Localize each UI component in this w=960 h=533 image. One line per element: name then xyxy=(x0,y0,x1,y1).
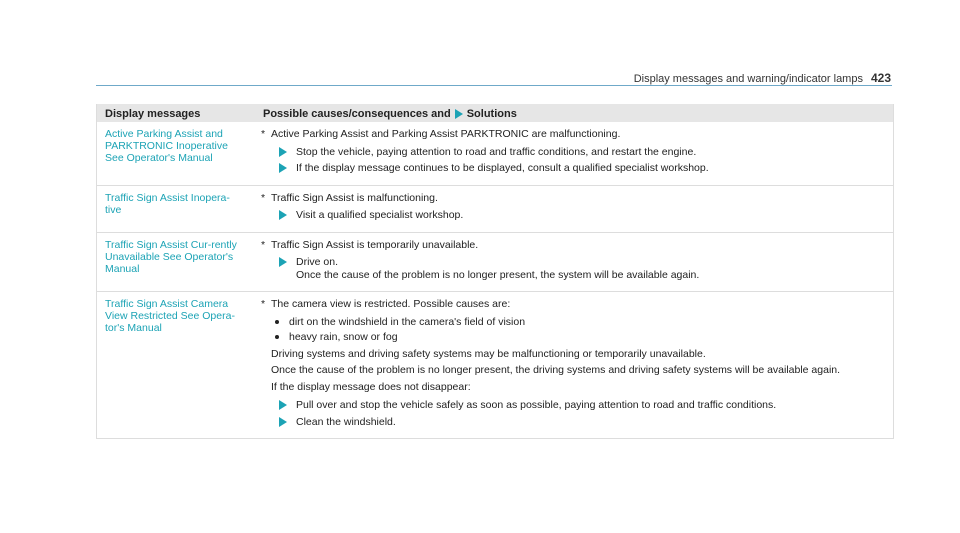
display-message: Traffic Sign Assist Camera View Restricted See Opera-tor's Manual xyxy=(105,298,235,334)
arrow-icon xyxy=(455,109,463,119)
solution-text: Clean the windshield. xyxy=(296,415,396,428)
arrow-icon xyxy=(279,163,287,173)
causes-cell: * The camera view is restricted. Possible causes are: dirt on the windshield in the camera's field of vision heavy rain, snow or fog Driving systems and driving safety systems may be malfunctioning or temporarily unavailable. Once the cause of the problem is no longer present, the driving systems and driving safety systems will be available again. If the display message does not disappear: Pull over and stop the vehicle safely as soon as possible, paying attention to road and traffic conditions. Clean the windshield. xyxy=(247,292,893,438)
table-row xyxy=(97,233,893,293)
paragraph: Driving systems and driving safety systems may be malfunctioning or temporarily unavailable. xyxy=(271,347,706,360)
display-message: Traffic Sign Assist Inopera-tive xyxy=(105,191,230,216)
header-display-messages: Display messages xyxy=(105,108,201,120)
page-number: 423 xyxy=(870,71,891,85)
cause-text: Active Parking Assist and Parking Assist PARKTRONIC are malfunctioning. xyxy=(271,128,621,140)
table-row xyxy=(97,292,893,439)
bullet-text: heavy rain, snow or fog xyxy=(289,331,398,343)
causes-cell: * Traffic Sign Assist is malfunctioning. Visit a qualified specialist workshop. xyxy=(261,191,464,221)
display-message: Active Parking Assist and PARKTRONIC Inoperative See Operator's Manual xyxy=(105,128,228,164)
header-rule xyxy=(96,85,892,86)
arrow-icon xyxy=(279,400,287,410)
cause-text: Traffic Sign Assist is malfunctioning. xyxy=(271,191,438,204)
cause-text: Traffic Sign Assist is temporarily unavailable. xyxy=(271,238,479,251)
page-header xyxy=(634,71,891,85)
table-header xyxy=(97,104,893,122)
solution-result-text: Once the cause of the problem is no longer present, the system will be available again. xyxy=(296,268,700,281)
solution-block xyxy=(279,256,885,281)
arrow-icon xyxy=(279,210,287,220)
bullet-icon xyxy=(275,335,279,339)
paragraph: Once the cause of the problem is no longer present, the driving systems and driving safety systems will be available again. xyxy=(271,364,841,376)
solution-text: If the display message continues to be displayed, consult a qualified specialist workshop. xyxy=(296,162,709,174)
solution-text: Stop the vehicle, paying attention to road and traffic conditions, and restart the engine. xyxy=(296,145,697,158)
causes-cell: * Active Parking Assist and Parking Assist PARKTRONIC are malfunctioning. Stop the vehicle, paying attention to road and traffic conditions, and restart the engine. If the display message continues to be displayed, consult a qualified specialist workshop. xyxy=(261,128,709,174)
causes-cell: * Traffic Sign Assist is temporarily unavailable. Drive on. Once the cause of the problem is no longer present, the system will be available again. xyxy=(247,233,893,292)
table-row xyxy=(97,122,893,186)
arrow-icon xyxy=(279,417,287,427)
solution-text: Visit a qualified specialist workshop. xyxy=(296,209,464,221)
paragraph: If the display message does not disappear: xyxy=(271,380,471,393)
cause-text: The camera view is restricted. Possible causes are: xyxy=(271,298,511,310)
messages-table xyxy=(96,104,894,439)
section-title: Display messages and warning/indicator lamps xyxy=(633,73,863,85)
bullet-text: dirt on the windshield in the camera's field of vision xyxy=(289,315,526,328)
solution-text: Drive on. xyxy=(296,256,339,268)
arrow-icon xyxy=(279,257,287,267)
solution-text: Pull over and stop the vehicle safely as soon as possible, paying attention to road and traffic conditions. xyxy=(296,399,777,411)
table-row xyxy=(97,186,893,233)
header-causes-solutions: Possible causes/consequences and Solutions xyxy=(263,108,517,120)
arrow-icon xyxy=(279,147,287,157)
bullet-icon xyxy=(275,320,279,324)
display-message: Traffic Sign Assist Cur-rently Unavailable See Operator's Manual xyxy=(105,238,237,275)
